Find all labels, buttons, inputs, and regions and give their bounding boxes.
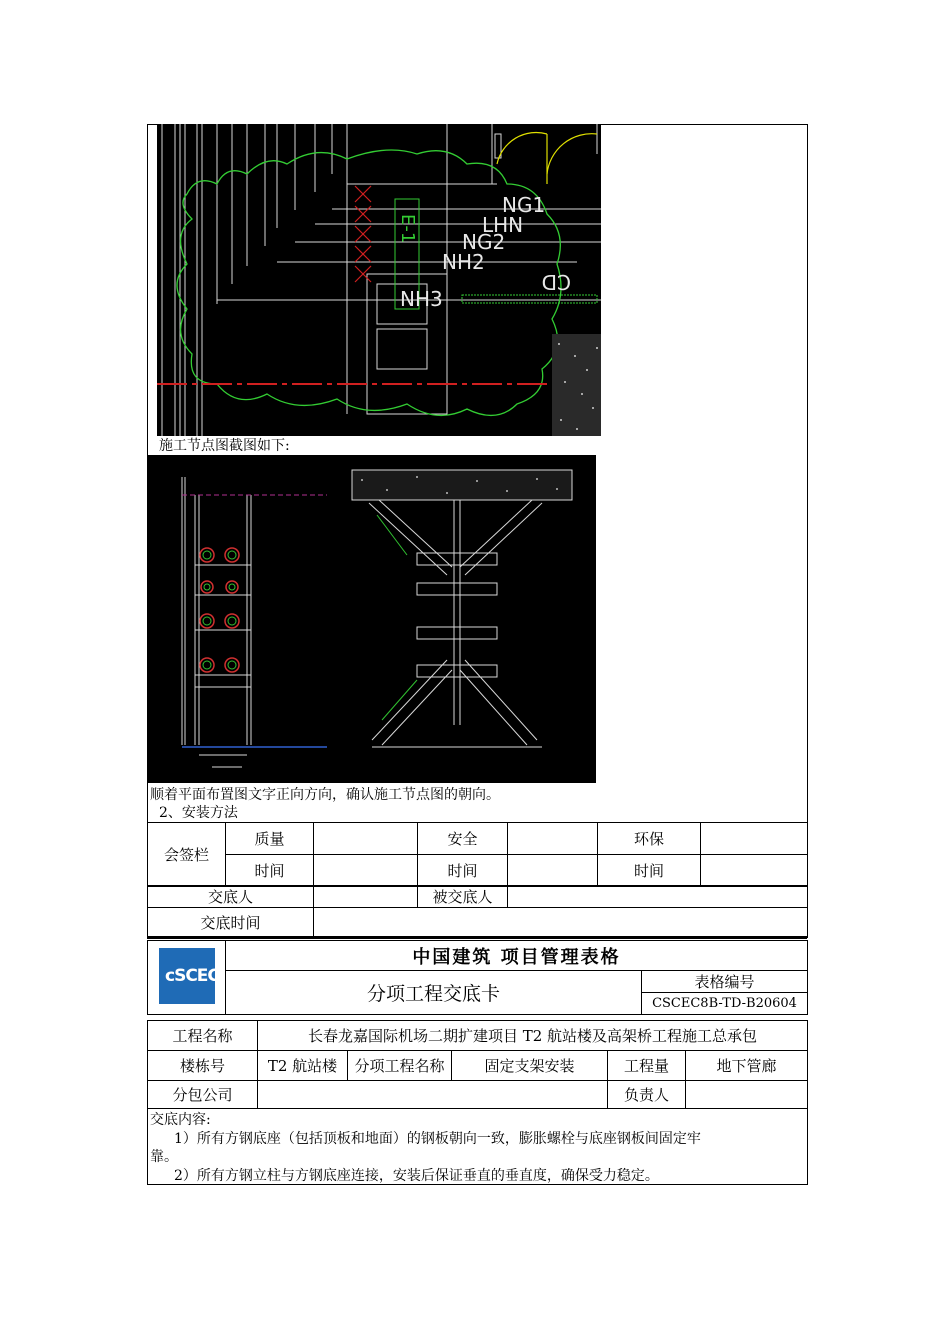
- cad-plan-drawing: [157, 124, 601, 436]
- label-lhn: LHN: [482, 213, 524, 237]
- content-title: 交底内容:: [150, 1112, 211, 1128]
- quality-time-label: 时间: [226, 855, 314, 887]
- cscec-logo-text: cSCEC: [165, 966, 219, 986]
- signoff-table: [147, 822, 808, 887]
- label-e1: E-1: [397, 214, 418, 244]
- content-item-2: 2）所有方钢立柱与方钢底座连接，安装后保证垂直的垂直度，确保受力稳定。: [174, 1168, 659, 1184]
- env-time-label: 时间: [598, 855, 701, 887]
- receiver-cell[interactable]: [508, 886, 808, 908]
- env-time-cell[interactable]: [701, 855, 808, 887]
- handover-by-label: 交底人: [148, 886, 314, 908]
- label-ng1: NG1: [502, 193, 546, 217]
- subitem-value: 固定支架安装: [452, 1051, 608, 1081]
- safety-time-label: 时间: [418, 855, 508, 887]
- form-header-table: [147, 940, 808, 1015]
- cscec-logo: [159, 948, 219, 1004]
- env-label: 环保: [598, 823, 701, 855]
- handover-time-label: 交底时间: [148, 908, 314, 938]
- company-title: 中国建筑 项目管理表格: [226, 941, 808, 971]
- form-title: 分项工程交底卡: [226, 971, 642, 1015]
- handover-by-cell[interactable]: [314, 886, 418, 908]
- label-nh2: NH2: [442, 250, 485, 274]
- section-install-method: 2、安装方法: [159, 805, 238, 821]
- handover-table: [147, 885, 808, 938]
- cad-detail-image: [147, 455, 596, 783]
- signoff-label: 会签栏: [148, 823, 226, 887]
- content-item-1: 1）所有方钢底座（包括顶板和地面）的钢板朝向一致，膨胀螺栓与底座钢板间固定牢: [174, 1131, 701, 1147]
- label-cd: CD: [541, 270, 571, 294]
- safety-time-cell[interactable]: [508, 855, 598, 887]
- subcontractor-cell[interactable]: [258, 1081, 608, 1109]
- quality-time-cell[interactable]: [314, 855, 418, 887]
- project-name-value: 长春龙嘉国际机场二期扩建项目 T2 航站楼及高架桥工程施工总承包: [258, 1021, 808, 1051]
- form-divider: [147, 936, 807, 939]
- quality-sign-cell[interactable]: [314, 823, 418, 855]
- handover-time-cell[interactable]: [314, 908, 808, 938]
- safety-label: 安全: [418, 823, 508, 855]
- detail-caption: 施工节点图截图如下:: [159, 438, 290, 454]
- content-item-1-cont: 靠。: [150, 1149, 178, 1165]
- label-nh3: NH3: [400, 287, 443, 311]
- cad-plan-image: [157, 124, 601, 436]
- subcontractor-label: 分包公司: [148, 1081, 258, 1109]
- quantity-value: 地下管廊: [686, 1051, 808, 1081]
- building-value: T2 航站楼: [258, 1051, 348, 1081]
- safety-sign-cell[interactable]: [508, 823, 598, 855]
- building-label: 楼栋号: [148, 1051, 258, 1081]
- form-no: CSCEC8B-TD-B20604: [642, 993, 808, 1015]
- env-sign-cell[interactable]: [701, 823, 808, 855]
- cad-detail-drawing: [147, 455, 596, 783]
- project-name-label: 工程名称: [148, 1021, 258, 1051]
- label-ng2: NG2: [462, 230, 506, 254]
- orientation-note: 顺着平面布置图文字正向方向，确认施工节点图的朝向。: [150, 787, 500, 803]
- receiver-label: 被交底人: [418, 886, 508, 908]
- subitem-label: 分项工程名称: [348, 1051, 452, 1081]
- quantity-label: 工程量: [608, 1051, 686, 1081]
- quality-label: 质量: [226, 823, 314, 855]
- owner-cell[interactable]: [686, 1081, 808, 1109]
- owner-label: 负责人: [608, 1081, 686, 1109]
- form-no-label: 表格编号: [642, 971, 808, 993]
- project-info-table: [147, 1020, 808, 1109]
